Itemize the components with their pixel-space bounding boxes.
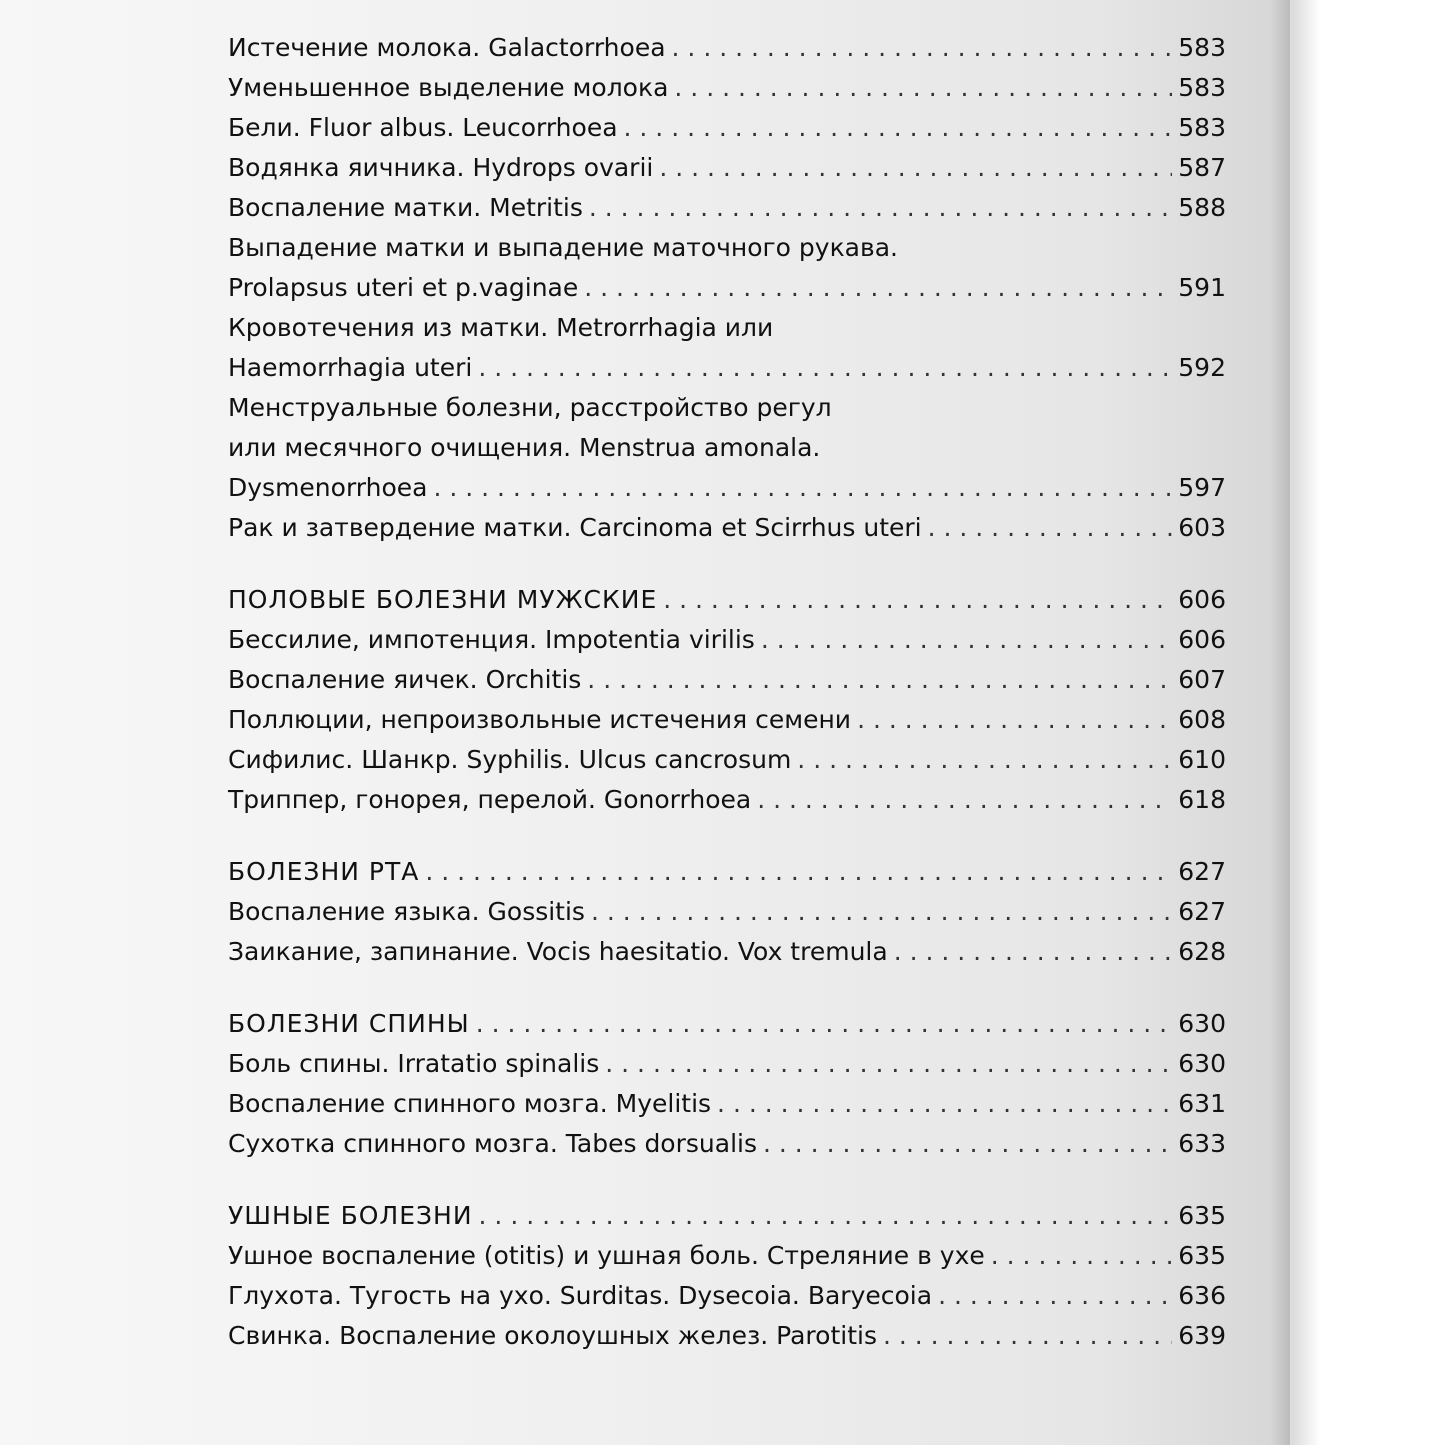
dot-leader: [938, 1276, 1172, 1316]
entry-title: Бессилие, импотенция. Impotentia virilis: [228, 625, 755, 654]
toc-section-heading[interactable]: [228, 580, 1226, 620]
dot-leader: [584, 268, 1172, 308]
section-title: БОЛЕЗНИ РТА: [228, 857, 420, 886]
toc-entry[interactable]: [228, 148, 1226, 188]
dot-leader: [663, 580, 1172, 620]
entry-title: Сухотка спинного мозга. Tabes dorsualis: [228, 1129, 757, 1158]
entry-page-number: 635: [1178, 1241, 1226, 1270]
entry-page-number: 583: [1178, 33, 1226, 62]
section-title: УШНЫЕ БОЛЕЗНИ: [228, 1201, 473, 1230]
toc-entry[interactable]: [228, 1236, 1226, 1276]
entry-title: Воспаление спинного мозга. Myelitis: [228, 1089, 712, 1118]
section-gap: [228, 820, 1226, 852]
toc-entry-lead-line: Менструальные болезни, расстройство регул: [228, 393, 832, 422]
dot-leader: [591, 892, 1172, 932]
entry-title: Истечение молока. Galactorrhoea: [228, 33, 666, 62]
toc-entry[interactable]: [228, 1316, 1226, 1356]
toc-entry[interactable]: [228, 932, 1226, 972]
dot-leader: [991, 1236, 1173, 1276]
entry-title: Триппер, гонорея, перелой. Gonorrhoea: [228, 785, 752, 814]
entry-page-number: 639: [1178, 1321, 1226, 1350]
section-page-number: 627: [1178, 857, 1226, 886]
entry-title: Водянка яичника. Hydrops ovarii: [228, 153, 654, 182]
entry-title: Prolapsus uteri et p.vaginae: [228, 273, 579, 302]
entry-page-number: 583: [1178, 113, 1226, 142]
entry-title: Dysmenorrhoea: [228, 473, 428, 502]
dot-leader: [672, 28, 1173, 68]
toc-entry[interactable]: [228, 268, 1226, 308]
entry-page-number: 607: [1178, 665, 1226, 694]
entry-page-number: 592: [1178, 353, 1226, 382]
entry-title: Заикание, запинание. Vocis haesitatio. Vox tremula: [228, 937, 888, 966]
toc-entry[interactable]: [228, 348, 1226, 388]
toc-entry[interactable]: [228, 108, 1226, 148]
entry-page-number: 631: [1178, 1089, 1226, 1118]
entry-page-number: 633: [1178, 1129, 1226, 1158]
entry-title: Боль спины. Irratatio spinalis: [228, 1049, 600, 1078]
entry-title: Ушное воспаление (otitis) и ушная боль. Стреляние в ухе: [228, 1241, 985, 1270]
dot-leader: [659, 148, 1172, 188]
entry-title: Уменьшенное выделение молока: [228, 73, 669, 102]
section-gap: [228, 972, 1226, 1004]
entry-page-number: 636: [1178, 1281, 1226, 1310]
section-title: ПОЛОВЫЕ БОЛЕЗНИ МУЖСКИЕ: [228, 585, 658, 614]
toc-entry[interactable]: [228, 780, 1226, 820]
section-title: БОЛЕЗНИ СПИНЫ: [228, 1009, 470, 1038]
dot-leader: [587, 660, 1172, 700]
toc-section-heading[interactable]: [228, 1004, 1226, 1044]
dot-leader: [928, 508, 1173, 548]
toc-entry[interactable]: [228, 892, 1226, 932]
dot-leader: [624, 108, 1173, 148]
entry-title: Воспаление яичек. Orchitis: [228, 665, 582, 694]
dot-leader: [757, 780, 1172, 820]
toc-entry[interactable]: [228, 468, 1226, 508]
toc-section-heading[interactable]: [228, 852, 1226, 892]
dot-leader: [674, 68, 1172, 108]
dot-leader: [761, 620, 1172, 660]
dot-leader: [479, 1196, 1173, 1236]
entry-page-number: 606: [1178, 625, 1226, 654]
dot-leader: [797, 740, 1172, 780]
entry-page-number: 608: [1178, 705, 1226, 734]
toc-entry[interactable]: [228, 1124, 1226, 1164]
toc-entry-lead-line: Выпадение матки и выпадение маточного рукава.: [228, 233, 899, 262]
entry-title: Поллюции, непроизвольные истечения семени: [228, 705, 852, 734]
entry-title: Haemorrhagia uteri: [228, 353, 473, 382]
entry-title: Воспаление языка. Gossitis: [228, 897, 585, 926]
table-of-contents: [228, 28, 1226, 1356]
entry-page-number: 610: [1178, 745, 1226, 774]
entry-title: Рак и затвердение матки. Carcinoma et Scirrhus uteri: [228, 513, 922, 542]
dot-leader: [478, 348, 1172, 388]
toc-entry[interactable]: [228, 1084, 1226, 1124]
toc-entry-lead-line: Кровотечения из матки. Metrorrhagia или: [228, 313, 774, 342]
entry-title: Сифилис. Шанкр. Syphilis. Ulcus cancrosum: [228, 745, 792, 774]
toc-entry[interactable]: [228, 620, 1226, 660]
entry-page-number: 603: [1178, 513, 1226, 542]
entry-page-number: 588: [1178, 193, 1226, 222]
toc-entry-lead-line: или месячного очищения. Menstrua amonala.: [228, 433, 821, 462]
toc-entry[interactable]: [228, 1276, 1226, 1316]
dot-leader: [476, 1004, 1173, 1044]
entry-page-number: 587: [1178, 153, 1226, 182]
section-page-number: 606: [1178, 585, 1226, 614]
entry-page-number: 583: [1178, 73, 1226, 102]
dot-leader: [605, 1044, 1172, 1084]
entry-page-number: 591: [1178, 273, 1226, 302]
entry-title: Воспаление матки. Metritis: [228, 193, 583, 222]
entry-title: Глухота. Тугость на ухо. Surditas. Dysecoia. Baryecoia: [228, 1281, 933, 1310]
dot-leader: [883, 1316, 1172, 1356]
toc-entry[interactable]: [228, 1044, 1226, 1084]
entry-page-number: 597: [1178, 473, 1226, 502]
section-page-number: 635: [1178, 1201, 1226, 1230]
toc-entry[interactable]: [228, 660, 1226, 700]
dot-leader: [857, 700, 1172, 740]
entry-page-number: 630: [1178, 1049, 1226, 1078]
toc-entry[interactable]: [228, 68, 1226, 108]
section-gap: [228, 1164, 1226, 1196]
dot-leader: [894, 932, 1173, 972]
entry-page-number: 618: [1178, 785, 1226, 814]
dot-leader: [433, 468, 1172, 508]
toc-entry[interactable]: [228, 508, 1226, 548]
section-page-number: 630: [1178, 1009, 1226, 1038]
toc-entry[interactable]: [228, 28, 1226, 68]
dot-leader: [717, 1084, 1172, 1124]
toc-entry[interactable]: [228, 740, 1226, 780]
entry-page-number: 628: [1178, 937, 1226, 966]
section-gap: [228, 548, 1226, 580]
entry-page-number: 627: [1178, 897, 1226, 926]
toc-section-heading[interactable]: [228, 1196, 1226, 1236]
dot-leader: [589, 188, 1172, 228]
toc-entry[interactable]: [228, 700, 1226, 740]
toc-entry[interactable]: [228, 188, 1226, 228]
entry-title: Бели. Fluor albus. Leucorrhoea: [228, 113, 618, 142]
entry-title: Свинка. Воспаление околоушных желез. Parotitis: [228, 1321, 877, 1350]
dot-leader: [425, 852, 1172, 892]
dot-leader: [763, 1124, 1172, 1164]
